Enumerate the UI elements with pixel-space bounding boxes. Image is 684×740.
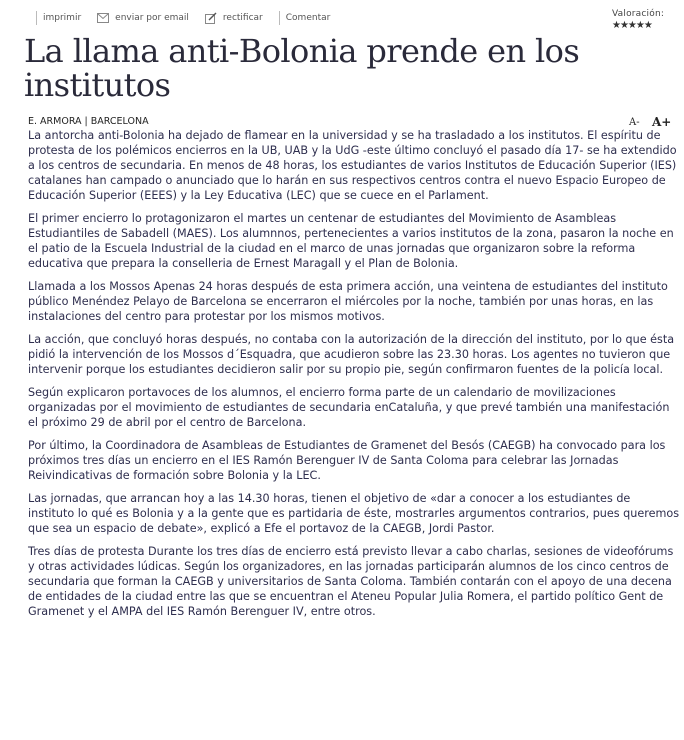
article-paragraph: Según explicaron portavoces de los alumnos, el encierro forma parte de un calendario de movilizaciones organizadas por el movimiento de estudiantes de secundaria enCataluña, y que prevé también una manifestación el próximo 29 de abril por el centro de Barcelona.: [28, 386, 670, 429]
email-button[interactable]: [97, 12, 189, 24]
article-rating: [612, 9, 664, 32]
article-byline: E. ARMORA | BARCELONA: [28, 116, 149, 127]
pencil-edit-icon: [205, 12, 217, 24]
correct-button[interactable]: [205, 12, 263, 24]
print-label: imprimir: [43, 13, 82, 23]
rating-label: Valoración:: [612, 9, 665, 19]
article-paragraph: El primer encierro lo protagonizaron el martes un centenar de estudiantes del Movimiento de Asambleas Estudiantiles de Sabadell (MAES). Los alumnnos, pertenecientes a varios institutos de la zona, pasaron la noche en el patio de la Escuela Industrial de la ciudad en el marco de unas jornadas que organizaron sobre la reforma educativa que prepara la conselleria de Ernest Maragall y el Plan de Bolonia.: [28, 212, 674, 270]
comment-label: Comentar: [285, 13, 331, 23]
article-paragraph: La acción, que concluyó horas después, no contaba con la autorización de la dirección del instituto, por lo que ésta pidió la intervención de los Mossos d´Esquadra, que acudieron sobre las 23.30 horas. Los agentes no tuvieron que intervenir porque los estudiantes decidieron salir por su propio pie, según confirmaron fuentes de la policía local.: [28, 333, 675, 376]
comment-button[interactable]: [279, 11, 331, 25]
article-toolbar: [36, 10, 346, 26]
article-title: La llama anti-Bolonia prende en los institutos: [24, 32, 580, 104]
rating-stars[interactable]: ★★★★★: [612, 20, 652, 31]
font-smaller-button[interactable]: A-: [629, 117, 640, 128]
email-label: enviar por email: [115, 13, 189, 23]
correct-label: rectificar: [222, 13, 263, 23]
article-body: [28, 128, 680, 627]
article-paragraph: Tres días de protesta Durante los tres días de encierro está previsto llevar a cabo charlas, sesiones de videofórums y otras actividades lúdicas. Según los organizadores, en las jornadas participarán alumnos de los cinco centros de secundaria que forman la CAEGB y universitarios de Santa Coloma. También contarán con el apoyo de una decena de entidades de la ciudad entre las que se encuentran el Ateneu Popular Julia Romera, el partido político Gent de Gramenet y el AMPA del IES Ramón Berenguer IV, entre otros.: [28, 545, 674, 618]
font-larger-button[interactable]: A+: [652, 115, 672, 129]
article-paragraph: Las jornadas, que arrancan hoy a las 14.30 horas, tienen el objetivo de «dar a conocer a los estudiantes de instituto lo qué es Bolonia y a la gente que es partidaria de éste, mostrarles argumentos contrarios, pues queremos que sea un espacio de debate», explicó a Efe el portavoz de la CAEGB, Jordi Pastor.: [28, 492, 680, 535]
toolbar-divider: [279, 11, 280, 25]
article-paragraph: Llamada a los Mossos Apenas 24 horas después de esta primera acción, una veintena de estudiantes del instituto público Menéndez Pelayo de Barcelona se encerraron el miércoles por la noche, también por unas horas, en las instalaciones del centro para protestar por los mismos motivos.: [28, 280, 668, 323]
article-paragraph: La antorcha anti-Bolonia ha dejado de flamear en la universidad y se ha trasladado a los institutos. El espíritu de protesta de los polémicos encierros en la UB, UAB y la UdG -este último concluyó el pasado día 17- se ha extendido a los centros de secundaria. En menos de 48 horas, los estudiantes de varios Institutos de Educación Superior (IES) catalanes han campado o anunciado que lo harán en sus respectivos centros contra el nuevo Espacio Europeo de Educación Superior (EEES) y la Ley Educativa (LEC) que se cuece en el Parlament.: [28, 129, 677, 202]
toolbar-divider: [36, 11, 37, 25]
envelope-icon: [97, 12, 109, 24]
article-paragraph: Por último, la Coordinadora de Asambleas de Estudiantes de Gramenet del Besós (CAEGB) ha convocado para los próximos tres días un encierro en el IES Ramón Berenguer IV de Santa Coloma para celebrar las Jornadas Reivindicativas de formación sobre Bolonia y la LEC.: [28, 439, 666, 482]
print-button[interactable]: [36, 11, 81, 25]
